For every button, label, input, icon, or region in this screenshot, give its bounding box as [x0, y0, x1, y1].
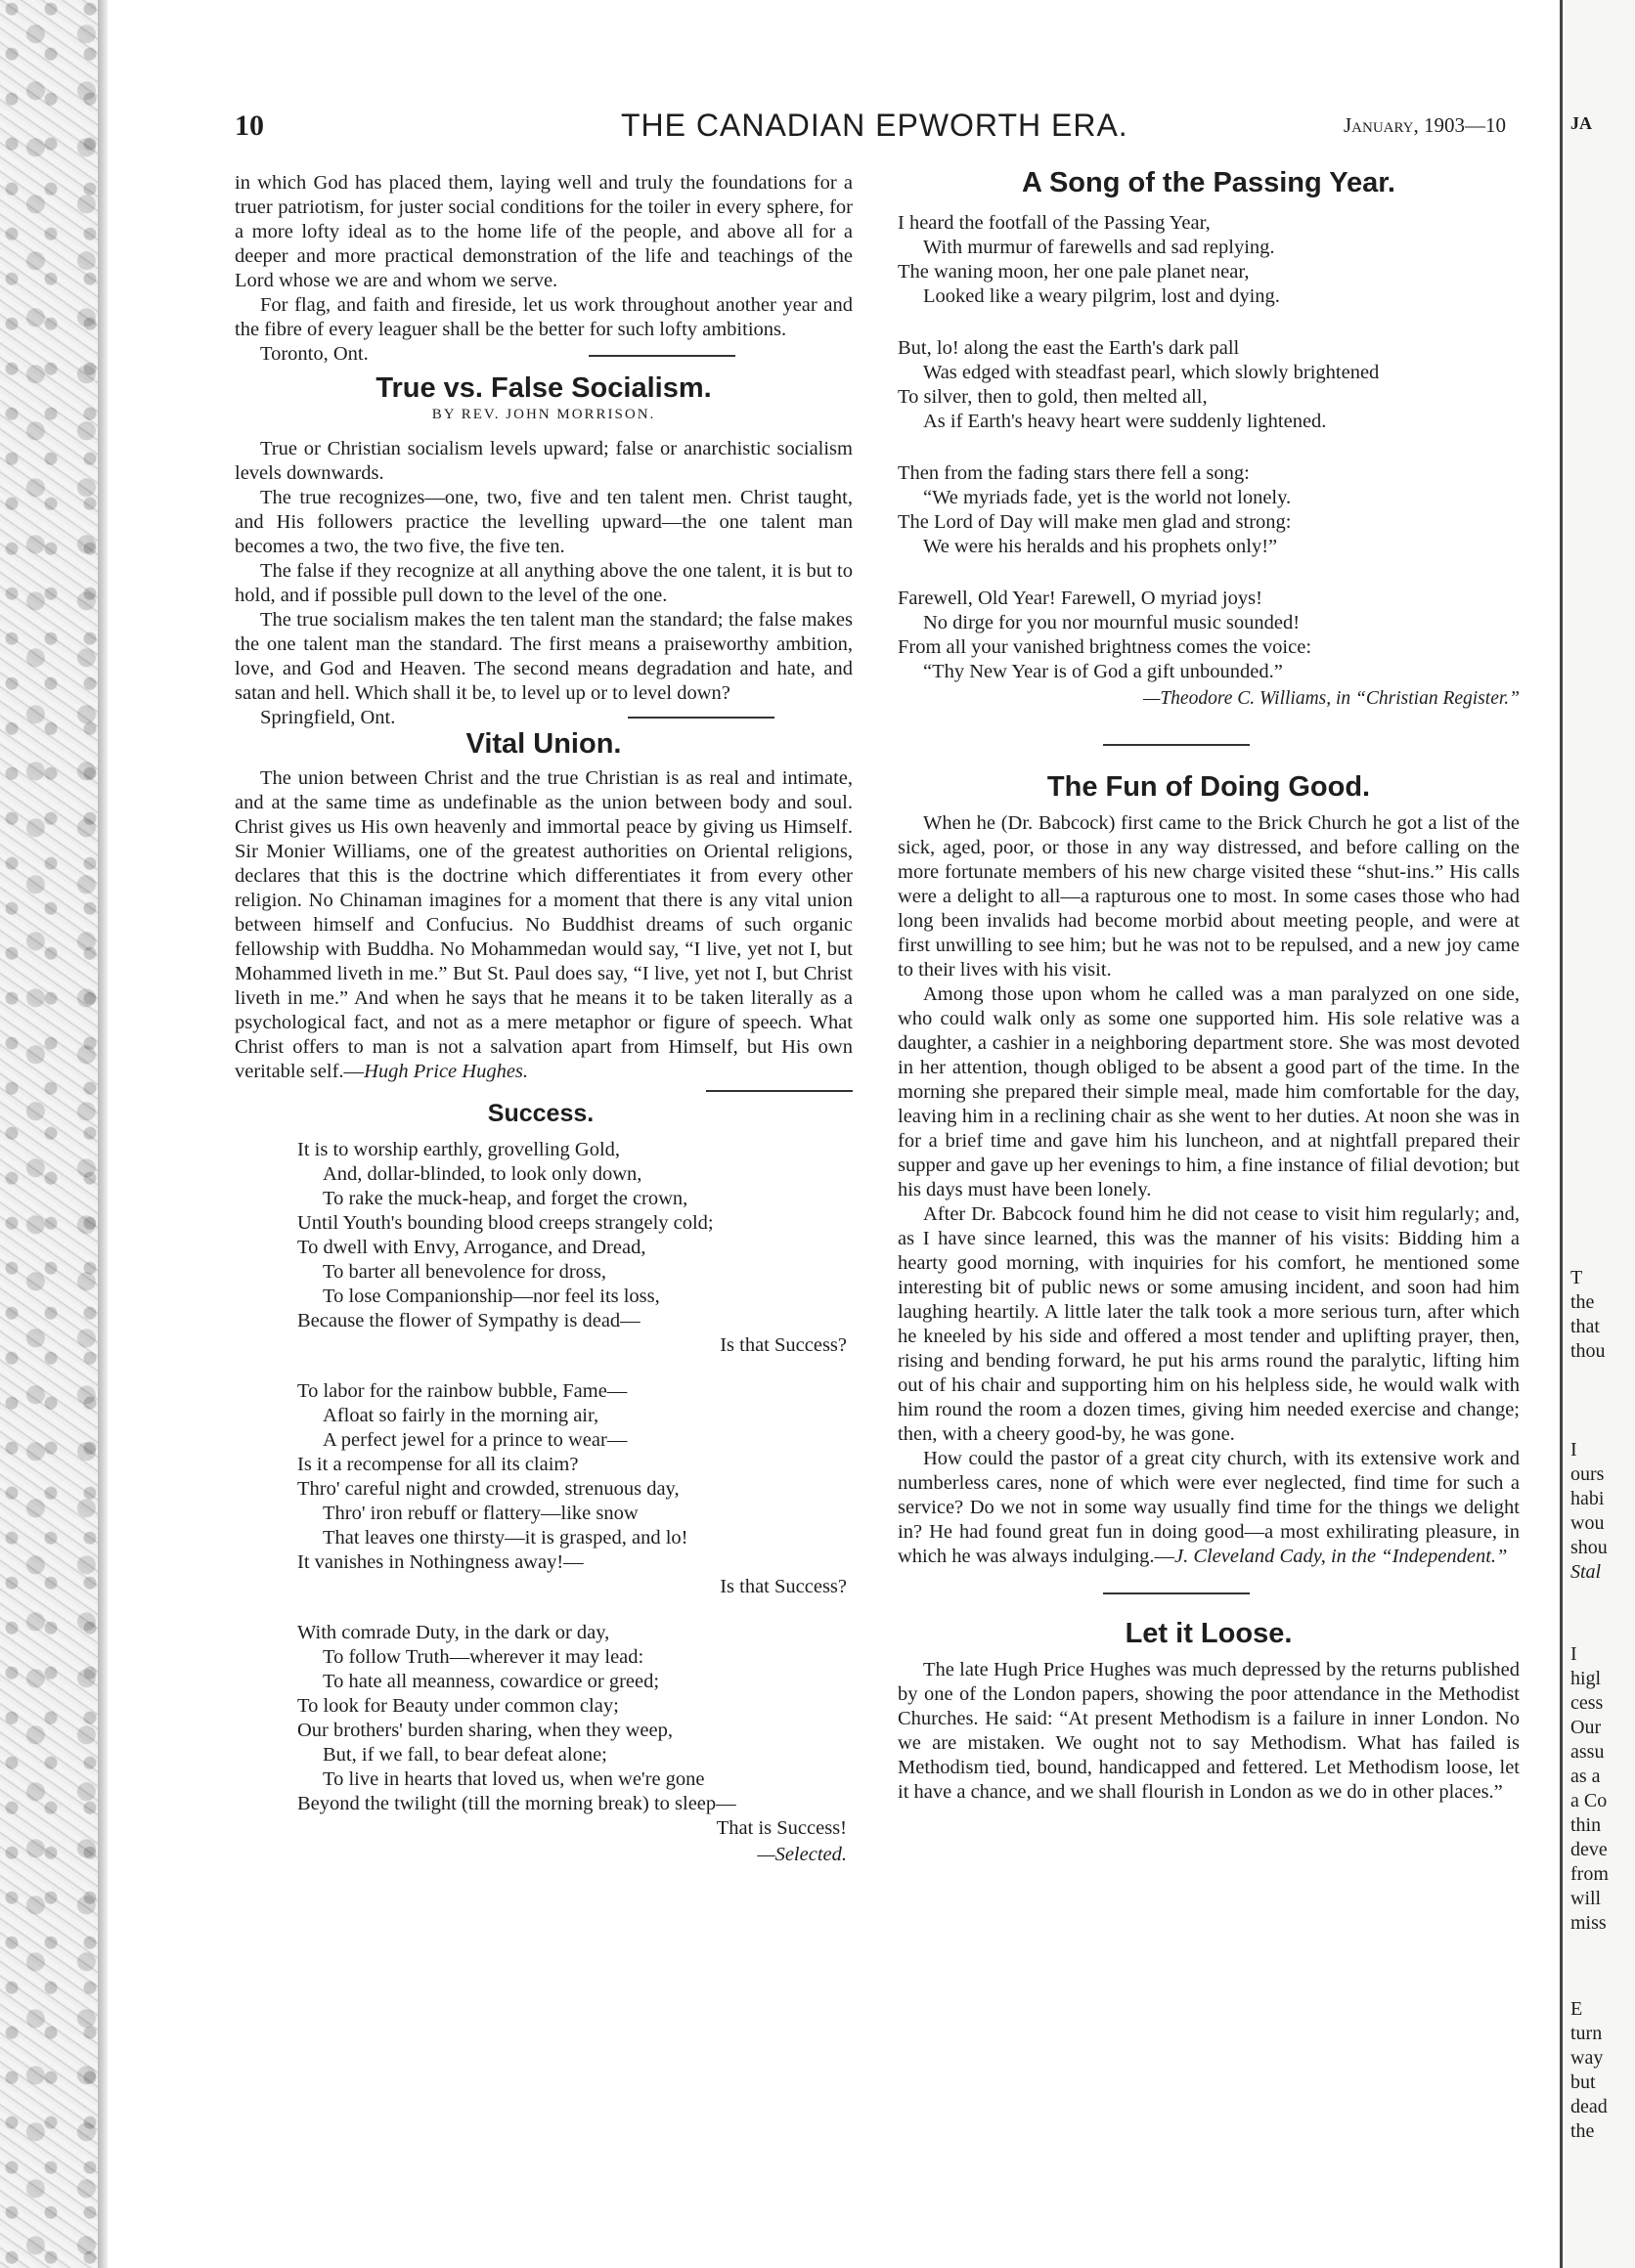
poem-line: Is that Success?	[720, 1576, 847, 1597]
paragraph: Among those upon whom he called was a man paralyzed on one side, who could walk only as some one supported him. His sole relative was a daughter, a cashier in a neighboring department store. She was most devoted in her attention, though obliged to be absent a good part of the time. In the morning she prepared their simple meal, made him comfortable for the day, leaving him in a reclining chair as she went to her duties. At noon she was in for a brief time and gave him his luncheon, and at nightfall prepared their supper and gave up her evenings to him, a fine instance of filial devotion; but his days must have been lonely.	[898, 983, 1520, 1200]
poem-line: Is that Success?	[720, 1334, 847, 1356]
next-page-fragment: deve	[1570, 1839, 1608, 1860]
article-socialism	[235, 372, 853, 730]
poem-line: That is Success!	[716, 1817, 847, 1839]
poem-line: And, dollar-blinded, to look only down,	[323, 1163, 642, 1185]
left-column	[235, 171, 853, 1867]
next-page-fragment: JA	[1570, 113, 1592, 133]
poem-line: To hate all meanness, cowardice or greed;	[323, 1671, 660, 1692]
poem-line: No dirge for you nor mournful music sounded!	[923, 612, 1301, 633]
stanza	[297, 1138, 847, 1358]
next-page-fragment: but	[1570, 2072, 1596, 2093]
page-header	[235, 109, 1506, 149]
poem-passing-year	[898, 167, 1520, 711]
next-page-fragment: I	[1570, 1439, 1577, 1461]
paragraph: The true socialism makes the ten talent man the standard; the false makes the one talent man the standard. The first means a praiseworthy ambition, love, and God and Heaven. The second means degradation and hate, and satan and hell. Which shall it be, to level up or to level down?	[235, 609, 853, 704]
next-page-fragment: higl	[1570, 1668, 1602, 1689]
article-title: The Fun of Doing Good.	[1046, 771, 1371, 803]
poem-line: I heard the footfall of the Passing Year,	[898, 212, 1211, 234]
next-page-fragment: E	[1570, 1998, 1583, 2020]
credit: —Theodore C. Williams, in “Christian Register.”	[1143, 688, 1520, 709]
article-title: True vs. False Socialism.	[376, 372, 712, 404]
byline: BY REV. JOHN MORRISON.	[431, 407, 656, 422]
next-page-fragment: thou	[1570, 1340, 1606, 1362]
poem-line: As if Earth's heavy heart were suddenly lightened.	[923, 411, 1327, 432]
next-page-fragment: Our	[1570, 1717, 1602, 1738]
poem-line: Looked like a weary pilgrim, lost and dying.	[923, 285, 1280, 307]
next-page-fragment: Stal	[1570, 1561, 1602, 1583]
next-page-fragment: that	[1570, 1316, 1600, 1337]
next-page-edge	[1560, 0, 1635, 2268]
masthead: THE CANADIAN EPWORTH ERA.	[621, 108, 1128, 143]
place-signature: Springfield, Ont.	[260, 707, 396, 728]
paragraph: For flag, and faith and fireside, let us work throughout another year and the fibre of every leaguer shall be the better for such lofty ambitions.	[235, 294, 853, 340]
poem-line: Thro' careful night and crowded, strenuous day,	[297, 1478, 680, 1500]
poem-line: To look for Beauty under common clay;	[297, 1695, 619, 1717]
article-body: The late Hugh Price Hughes was much depressed by the returns published by one of the London papers, showing the poor attendance in the Methodist Churches. He said: “At present Methodism is a failure in inner London. No we are mistaken. We ought not to say Methodism. What has failed is Methodism tied, bound, handicapped and fettered. Let Methodism loose, let it have a chance, and we shall flourish in London as we do in other places.”	[898, 1659, 1520, 1803]
poem-line: It vanishes in Nothingness away!—	[297, 1551, 584, 1573]
next-page-fragment: wou	[1570, 1512, 1605, 1534]
poem-line: Thro' iron rebuff or flattery—like snow	[323, 1503, 639, 1524]
stanza	[898, 461, 1520, 559]
section-divider	[706, 1090, 853, 1092]
poem-line: But, if we fall, to bear defeat alone;	[323, 1744, 607, 1766]
poem-line: But, lo! along the east the Earth's dark pall	[898, 337, 1240, 359]
poem-title: Success.	[487, 1100, 595, 1127]
paragraph: How could the pastor of a great city church, with its extensive work and numberless cares, none of which were ever neglected, find time for such a service? Do we not in some way usually find time for the things we delight in? He had found great fun in doing good—a most exhilirating pleasure, in which he was always indulging.—	[898, 1448, 1520, 1567]
poem-line: Our brothers' burden sharing, when they weep,	[297, 1720, 673, 1741]
poem-line: The Lord of Day will make men glad and strong:	[898, 511, 1292, 533]
section-divider	[1103, 1592, 1250, 1594]
next-page-fragment: a Co	[1570, 1790, 1608, 1811]
next-page-fragment: assu	[1570, 1741, 1605, 1763]
next-page-fragment: the	[1570, 2120, 1595, 2142]
next-page-fragment: will	[1570, 1888, 1602, 1909]
paragraph: After Dr. Babcock found him he did not cease to visit him regularly; and, as I have since learned, this was the manner of his visits: Bidding him a hearty good morning, with inquiries for his comfort, he mentioned some interesting bit of public news or some amusing incident, and soon had him laughing heartily. A little later the talk took a more serious turn, after which he kneeled by his side and offered a most tender and uplifting prayer, then, rising and bending forward, he put his arms round the paralytic, lifting him out of his chair and supporting him on his helpless side, he would walk with him round the room a dozen times, giving him needed exercise and change; then, with a cheery good-by, he was gone.	[898, 1203, 1520, 1445]
next-page-fragment: turn	[1570, 2023, 1603, 2044]
poem-line: Because the flower of Sympathy is dead—	[297, 1310, 641, 1331]
credit: —Selected.	[757, 1844, 847, 1865]
stanza	[898, 336, 1520, 434]
poem-line: Beyond the twilight (till the morning break) to sleep—	[297, 1793, 736, 1814]
poem-line: To rake the muck-heap, and forget the crown,	[323, 1188, 688, 1209]
poem-line: Until Youth's bounding blood creeps strangely cold;	[297, 1212, 714, 1234]
stanza	[297, 1379, 847, 1599]
poem-line: To follow Truth—wherever it may lead:	[323, 1646, 644, 1668]
poem-line: “We myriads fade, yet is the world not lonely.	[923, 487, 1292, 508]
paragraph: When he (Dr. Babcock) first came to the Brick Church he got a list of the sick, aged, poor, or those in any way distressed, and before calling on the more fortunate members of his new charge visited these “shut-ins.” His calls were a delight to all—a rapturous one to most. In some cases those who had long been invalids had become morbid about meeting people, and were at first unwilling to see him; but he was not to be repulsed, and a new joy came to their lives with his visit.	[898, 812, 1520, 981]
decorative-border-pattern	[0, 0, 98, 2268]
poem-line: That leaves one thirsty—it is grasped, and lo!	[323, 1527, 688, 1548]
poem-line: Then from the fading stars there fell a song:	[898, 462, 1250, 484]
next-page-fragment: miss	[1570, 1912, 1607, 1934]
poem-success	[235, 1102, 853, 1867]
poem-line: It is to worship earthly, grovelling Gold,	[297, 1139, 621, 1160]
poem-line: With comrade Duty, in the dark or day,	[297, 1622, 610, 1643]
section-divider	[1103, 744, 1250, 746]
poem-line: Was edged with steadfast pearl, which slowly brightened	[923, 362, 1380, 383]
issue-date: January, 1903—10	[1343, 113, 1506, 137]
article-continuation	[235, 171, 853, 367]
next-page-fragment: shou	[1570, 1537, 1608, 1558]
stanza	[297, 1621, 847, 1841]
author: Hugh Price Hughes.	[364, 1061, 529, 1082]
poem-line: The waning moon, her one pale planet near,	[898, 261, 1250, 283]
next-page-fragment: ours	[1570, 1463, 1605, 1485]
poem-line: To dwell with Envy, Arrogance, and Dread,	[297, 1237, 646, 1258]
article-vital-union	[235, 728, 853, 1084]
poem-line: Afloat so fairly in the morning air,	[323, 1405, 599, 1426]
poem-line: To lose Companionship—nor feel its loss,	[323, 1286, 660, 1307]
section-divider	[589, 355, 735, 357]
page-number: 10	[235, 109, 264, 142]
next-page-fragment: way	[1570, 2047, 1604, 2069]
stanza	[898, 587, 1520, 684]
poem-line: From all your vanished brightness comes the voice:	[898, 636, 1312, 658]
next-page-fragment: I	[1570, 1643, 1577, 1665]
paragraph: True or Christian socialism levels upward; false or anarchistic socialism levels downwards.	[235, 438, 853, 484]
poem-title: A Song of the Passing Year.	[1022, 167, 1395, 198]
paragraph: The true recognizes—one, two, five and ten talent men. Christ taught, and His followers practice the levelling upward—the one talent man becomes a two, the two five, the five ten.	[235, 487, 853, 557]
article-body: The union between Christ and the true Christian is as real and intimate, and at the same time as undefinable as the union between body and soul. Christ gives us His own heavenly and immortal peace by giving us Himself. Sir Monier Williams, one of the greatest authorities on Oriental religions, declares that this is the doctrine which differentiates it from every other religion. No Chinaman imagines for a moment that there is any vital union between himself and Confucius. No Buddhist dreams of such organic fellowship with Buddha. No Mohammedan would say, “I live, yet not I, but Mohammed liveth in me.” But St. Paul does say, “I live, yet not I, but Christ liveth in me.” And when he says that he means it to be taken literally as a psychological fact, and not as a mere metaphor or figure of speech. What Christ offers to man is not a salvation apart from Himself, but His own veritable self.—	[235, 767, 853, 1082]
article-fun-of-doing-good	[898, 771, 1520, 1569]
section-divider	[628, 717, 774, 719]
poem-line: “Thy New Year is of God a gift unbounded.”	[923, 661, 1283, 682]
poem-line: To live in hearts that loved us, when we're gone	[323, 1768, 705, 1790]
next-page-fragment: cess	[1570, 1692, 1604, 1714]
next-page-fragment: habi	[1570, 1488, 1605, 1509]
poem-line: Farewell, Old Year! Farewell, O myriad joys!	[898, 588, 1262, 609]
poem-line: Is it a recompense for all its claim?	[297, 1454, 579, 1475]
next-page-fragment: thin	[1570, 1814, 1602, 1836]
next-page-fragment: from	[1570, 1863, 1609, 1885]
page-gutter	[98, 0, 108, 2268]
place-signature: Toronto, Ont.	[260, 343, 369, 365]
paragraph: The false if they recognize at all anything above the one talent, it is but to hold, and if possible pull down to the level of the one.	[235, 560, 853, 606]
poem-line: To silver, then to gold, then melted all,	[898, 386, 1208, 408]
poem-line: We were his heralds and his prophets only!”	[923, 536, 1278, 557]
article-let-it-loose	[898, 1618, 1520, 1805]
credit: J. Cleveland Cady, in the “Independent.”	[1173, 1546, 1508, 1567]
next-page-fragment: dead	[1570, 2096, 1608, 2117]
article-title: Let it Loose.	[1125, 1618, 1293, 1649]
poem-line: To labor for the rainbow bubble, Fame—	[297, 1380, 628, 1402]
poem-line: To barter all benevolence for dross,	[323, 1261, 607, 1283]
next-page-fragment: the	[1570, 1291, 1595, 1313]
poem-line: With murmur of farewells and sad replying.	[923, 237, 1275, 258]
stanza	[898, 211, 1520, 309]
article-title: Vital Union.	[465, 728, 622, 760]
next-page-fragment: T	[1570, 1267, 1583, 1288]
right-column	[898, 167, 1520, 1805]
paragraph: in which God has placed them, laying well and truly the foundations for a truer patriotism, for juster social conditions for the toiler in every sphere, for a more lofty ideal as to the home life of the people, and above all for a deeper and more practical demonstration of the life and teachings of the Lord whose we are and whom we serve.	[235, 172, 853, 291]
next-page-fragment: as a	[1570, 1766, 1601, 1787]
poem-line: A perfect jewel for a prince to wear—	[323, 1429, 628, 1451]
